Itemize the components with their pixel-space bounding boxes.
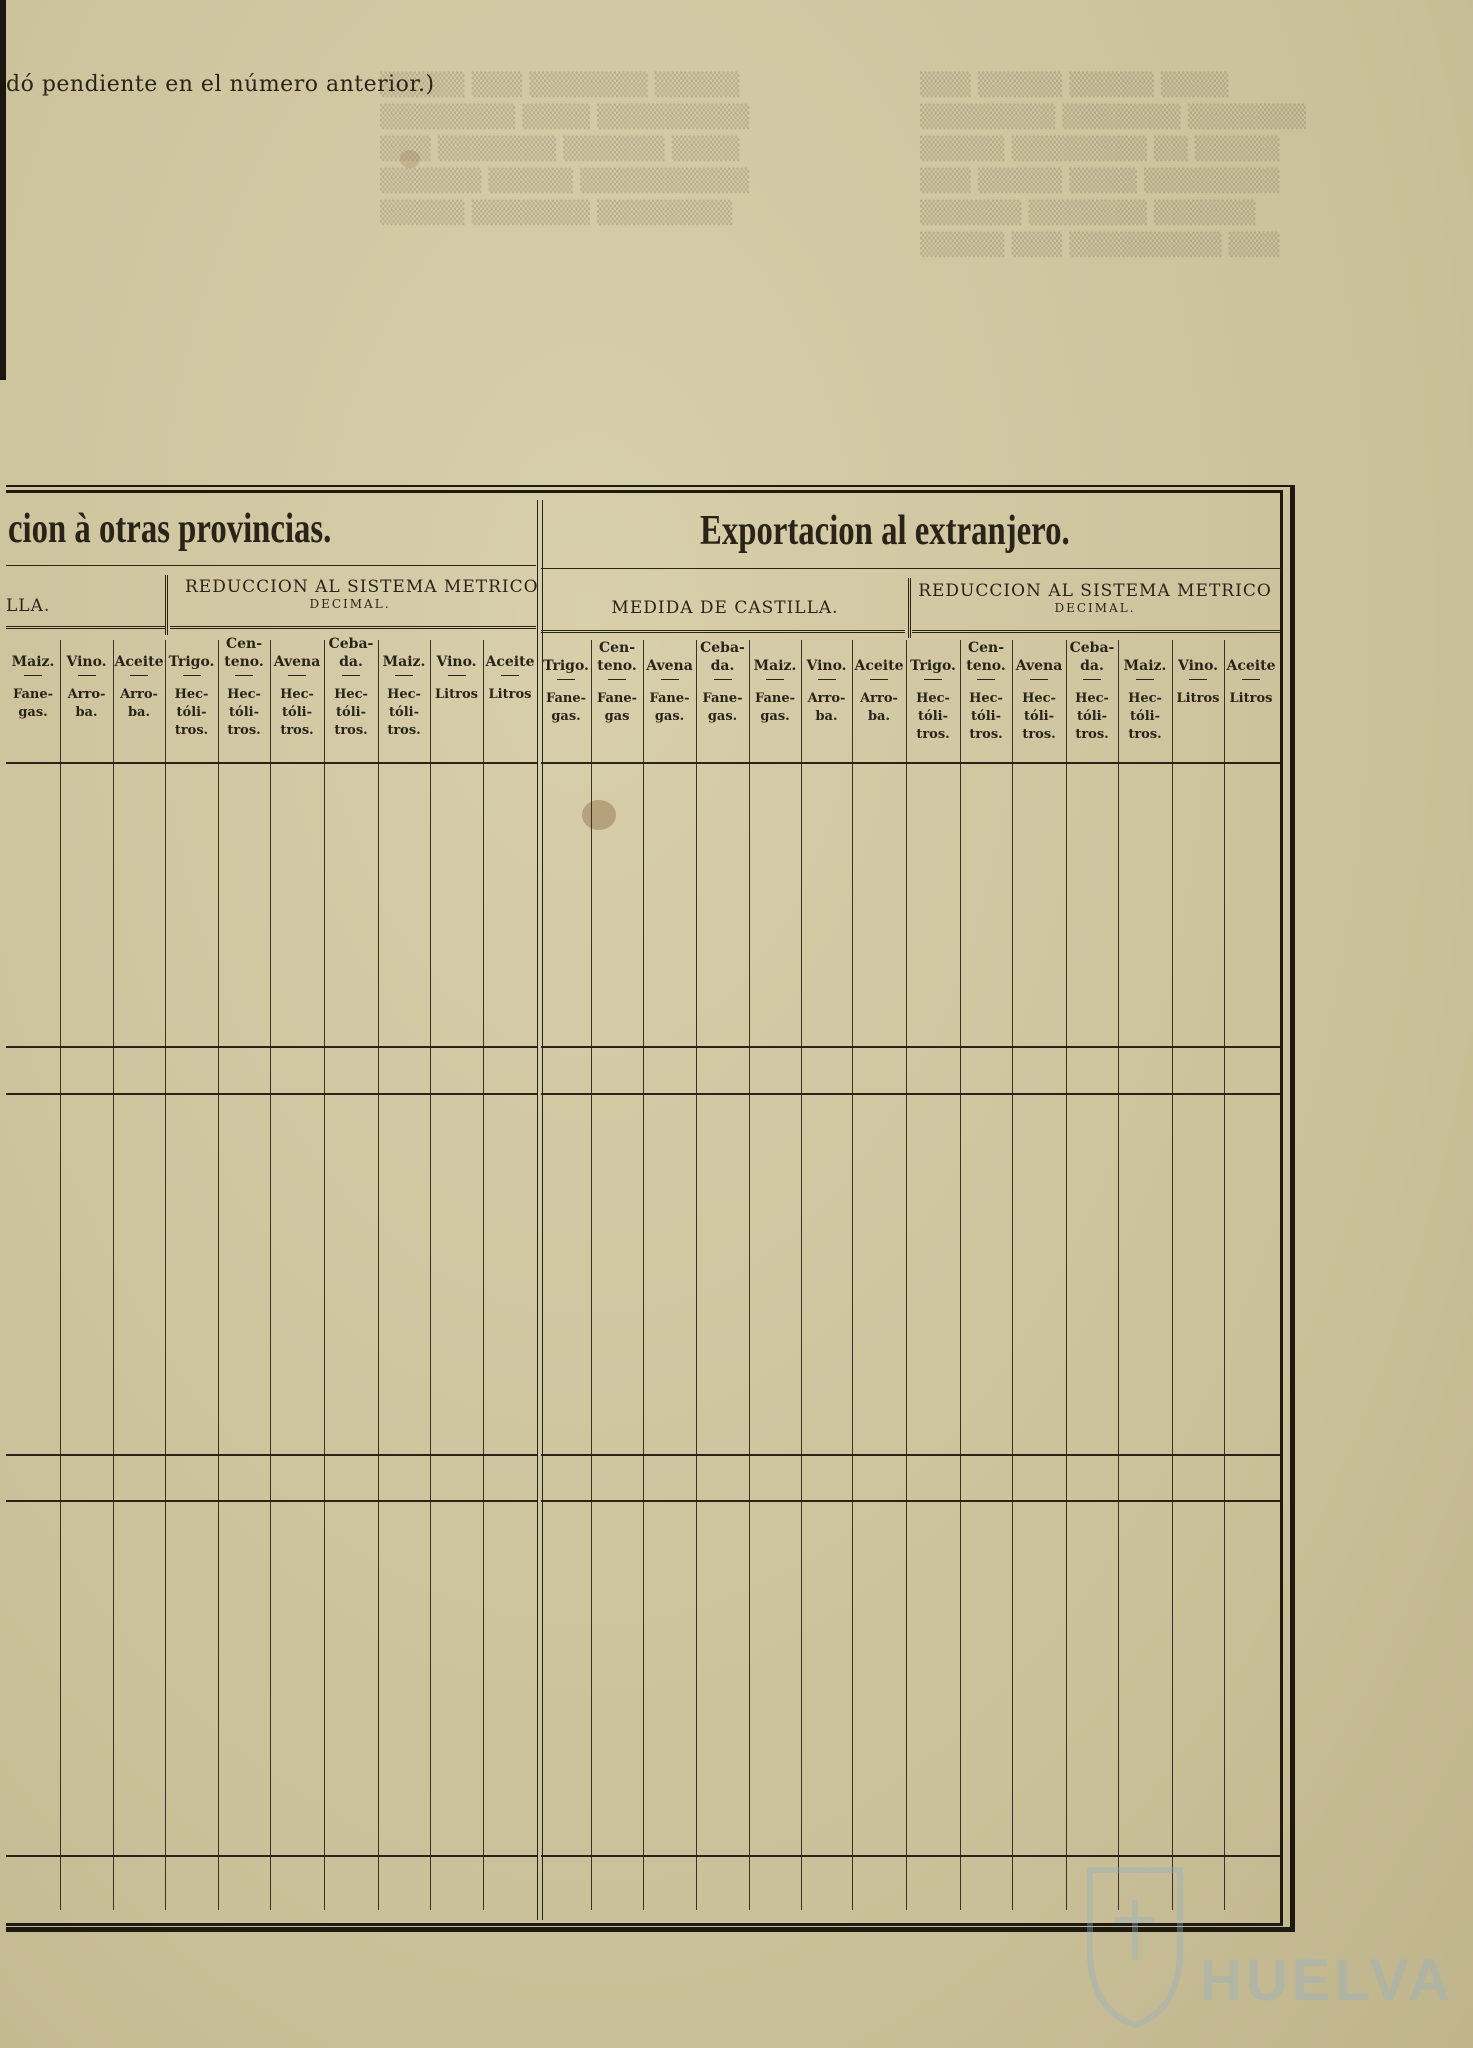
column-rule [852, 640, 853, 1910]
column-name: Maiz. [1123, 658, 1167, 674]
right-column-header [749, 637, 801, 726]
huelva-watermark [1070, 1850, 1460, 2040]
crest-icon [1090, 1870, 1180, 2025]
column-rule [1012, 640, 1013, 1910]
column-unit: Arro-ba. [120, 687, 158, 720]
column-dash [1136, 679, 1154, 690]
column-name: Maiz. [753, 658, 797, 674]
right-reduction-subtitle: DECIMAL. [1054, 601, 1136, 615]
column-unit: Litros [1176, 691, 1220, 706]
row-rule [6, 1093, 537, 1095]
column-name: Aceite [1226, 658, 1276, 674]
column-name: Vino. [806, 658, 847, 674]
right-measure-group: MEDIDA DE CASTILLA. [611, 598, 839, 618]
right-reduction-group [915, 581, 1275, 615]
right-column-header [1066, 637, 1118, 744]
column-rule [591, 640, 592, 1910]
column-dash [1083, 679, 1101, 690]
column-rule [749, 640, 750, 1910]
column-name: Vino. [436, 654, 477, 670]
column-dash [78, 675, 96, 686]
column-dash [1189, 679, 1207, 690]
right-column-header [541, 637, 591, 726]
bleed-through-text-2: ▒▒▒▒▒ ▒▒▒ ▒▒▒▒▒▒▒ ▒▒▒▒▒ ▒▒▒▒▒▒▒▒ ▒▒▒▒ ▒▒▒▒▒▒▒▒▒ ▒▒▒ ▒▒▒▒▒▒▒ ▒▒▒▒▒▒ ▒▒▒▒ ▒▒▒▒▒▒ ▒▒▒▒▒ ▒▒▒▒▒▒▒▒▒▒ ▒▒▒▒▒ ▒▒▒▒▒▒▒ ▒▒▒▒▒▒▒▒ [380, 73, 750, 226]
column-unit: Hec-tóli-tros. [334, 687, 368, 738]
column-dash [766, 679, 784, 690]
column-name: Avena [1015, 658, 1063, 674]
row-rule [6, 1500, 537, 1502]
left-reduction-group [185, 577, 539, 611]
column-name: Ceba-da. [700, 640, 745, 674]
column-rule [1224, 640, 1225, 1910]
right-column-header [1012, 637, 1066, 744]
column-rule [430, 640, 431, 1910]
column-dash [342, 675, 360, 686]
left-column-header [430, 633, 483, 704]
column-dash [235, 675, 253, 686]
right-column-header [696, 637, 749, 726]
column-dash [977, 679, 995, 690]
column-name: Aceite [114, 654, 164, 670]
column-name: Trigo. [910, 658, 956, 674]
column-name: Aceite [854, 658, 904, 674]
column-rule [1066, 640, 1067, 1910]
column-unit: Hec-tóli-tros. [174, 687, 209, 738]
row-rule [6, 1046, 537, 1048]
watermark-text: HUELVA [1200, 1948, 1454, 2013]
column-rule [643, 640, 644, 1910]
column-dash [1242, 679, 1260, 690]
column-rule [1172, 640, 1173, 1910]
column-dash [448, 675, 466, 686]
right-column-header [906, 637, 960, 744]
column-unit: Hec-tóli-tros. [1022, 691, 1056, 742]
column-dash [661, 679, 679, 690]
right-column-header [852, 637, 906, 726]
bleed-through-text: ▒▒▒ ▒▒▒▒▒ ▒▒▒▒▒ ▒▒▒▒ ▒▒▒▒▒▒▒▒ ▒▒▒▒▒▒▒ ▒▒▒▒▒▒▒ ▒▒▒▒▒ ▒▒▒▒▒▒▒▒ ▒▒ ▒▒▒▒▒ ▒▒▒ ▒▒▒▒▒ ▒▒▒▒ ▒▒▒▒▒▒▒▒ ▒▒▒▒▒▒ ▒▒▒▒▒▒▒ ▒▒▒▒▒▒ ▒▒▒▒▒ ▒▒▒ ▒▒▒▒▒▒▒▒▒ ▒▒▒ [920, 73, 1307, 258]
column-dash [557, 679, 575, 690]
right-column-header [643, 637, 696, 726]
group-rule [912, 630, 1280, 633]
column-name: Maiz. [11, 654, 55, 670]
column-unit: Hec-tóli-tros. [916, 691, 950, 742]
group-rule [541, 630, 905, 633]
right-column-header [1224, 637, 1278, 708]
column-unit: Arro-ba. [807, 691, 846, 724]
right-column-header [960, 637, 1012, 744]
header-note: dó pendiente en el número anterior.) [6, 72, 435, 97]
column-unit: Fane-gas. [12, 687, 54, 720]
column-unit: Hec-tóli-tros. [387, 687, 421, 738]
right-column-header [801, 637, 852, 726]
column-dash [870, 679, 888, 690]
column-name: Aceite [485, 654, 535, 670]
column-unit: Fane-gas. [649, 691, 690, 724]
column-unit: Hec-tóli-tros. [1128, 691, 1162, 742]
column-unit: Fane-gas [596, 691, 638, 724]
row-rule [6, 1855, 537, 1857]
column-unit: Fane-gas. [702, 691, 743, 724]
column-name: Trigo. [168, 654, 215, 670]
right-section-title: Exportacion al extranjero. [700, 508, 1070, 554]
column-name: Ceba-da. [1069, 640, 1115, 674]
column-rule [270, 640, 271, 1910]
column-name: Vino. [66, 654, 107, 670]
left-reduction-subtitle: DECIMAL. [309, 597, 391, 611]
left-column-header [483, 633, 537, 704]
column-rule [960, 640, 961, 1910]
column-unit: Hec-tóli-tros. [1075, 691, 1109, 742]
left-reduction-title: REDUCCION AL SISTEMA METRICO [185, 577, 539, 597]
page-binding-edge [0, 0, 6, 380]
left-column-header [218, 633, 270, 740]
column-unit: Hec-tóli-tros. [280, 687, 314, 738]
column-name: Trigo. [543, 658, 589, 674]
column-unit: Litros [488, 687, 532, 702]
column-rule [696, 640, 697, 1910]
column-unit: Litros [435, 687, 478, 702]
row-rule [541, 1500, 1280, 1502]
column-rule [1118, 640, 1119, 1910]
column-dash [1030, 679, 1048, 690]
column-unit: Litros [1229, 691, 1273, 706]
column-dash [130, 675, 148, 686]
right-reduction-title: REDUCCION AL SISTEMA METRICO [918, 581, 1272, 601]
column-dash [24, 675, 42, 686]
left-column-header [378, 633, 430, 740]
column-unit: Fane-gas. [754, 691, 796, 724]
column-name: Maiz. [382, 654, 426, 670]
column-name: Vino. [1177, 658, 1219, 674]
column-rule [218, 640, 219, 1910]
left-column-header [6, 633, 60, 722]
column-dash [183, 675, 201, 686]
right-column-header [1172, 637, 1224, 708]
column-rule [324, 640, 325, 1910]
left-column-header [324, 633, 378, 740]
title-rule [541, 568, 1281, 569]
column-dash [608, 679, 626, 690]
column-dash [924, 679, 942, 690]
group-rule [6, 626, 166, 629]
row-rule [6, 762, 537, 764]
left-section-title: cion à otras provincias. [8, 506, 332, 552]
row-rule [541, 1454, 1280, 1456]
column-rule [165, 640, 166, 1910]
row-rule [541, 1046, 1280, 1048]
column-unit: Hec-tóli-tros. [969, 691, 1003, 742]
left-column-header [113, 633, 165, 722]
column-name: Avena [646, 658, 693, 674]
right-column-header [1118, 637, 1172, 744]
column-dash [818, 679, 836, 690]
row-rule [541, 762, 1280, 764]
column-name: Ceba-da. [328, 636, 374, 670]
column-name: Avena [273, 654, 321, 670]
column-unit: Hec-tóli-tros. [227, 687, 261, 738]
column-rule [378, 640, 379, 1910]
column-rule [113, 640, 114, 1910]
left-measure-group: LLA. [6, 596, 51, 616]
ink-stain [400, 150, 420, 168]
title-rule [6, 565, 536, 566]
column-name: Cen-teno. [966, 640, 1006, 674]
column-rule [60, 640, 61, 1910]
column-rule [906, 640, 907, 1910]
group-separator [908, 578, 911, 638]
column-rule [801, 640, 802, 1910]
column-name: Cen-teno. [597, 640, 637, 674]
left-column-header [270, 633, 324, 740]
left-column-header [165, 633, 218, 740]
column-dash [288, 675, 306, 686]
column-dash [395, 675, 413, 686]
group-rule [170, 626, 536, 629]
row-rule [541, 1093, 1280, 1095]
column-dash [714, 679, 732, 690]
right-column-header [591, 637, 643, 726]
column-unit: Arro-ba. [67, 687, 106, 720]
column-unit: Fane-gas. [545, 691, 587, 724]
column-unit: Arro-ba. [860, 691, 898, 724]
column-name: Cen-teno. [224, 636, 264, 670]
column-dash [501, 675, 519, 686]
left-column-header [60, 633, 113, 722]
column-rule [483, 640, 484, 1910]
row-rule [6, 1454, 537, 1456]
